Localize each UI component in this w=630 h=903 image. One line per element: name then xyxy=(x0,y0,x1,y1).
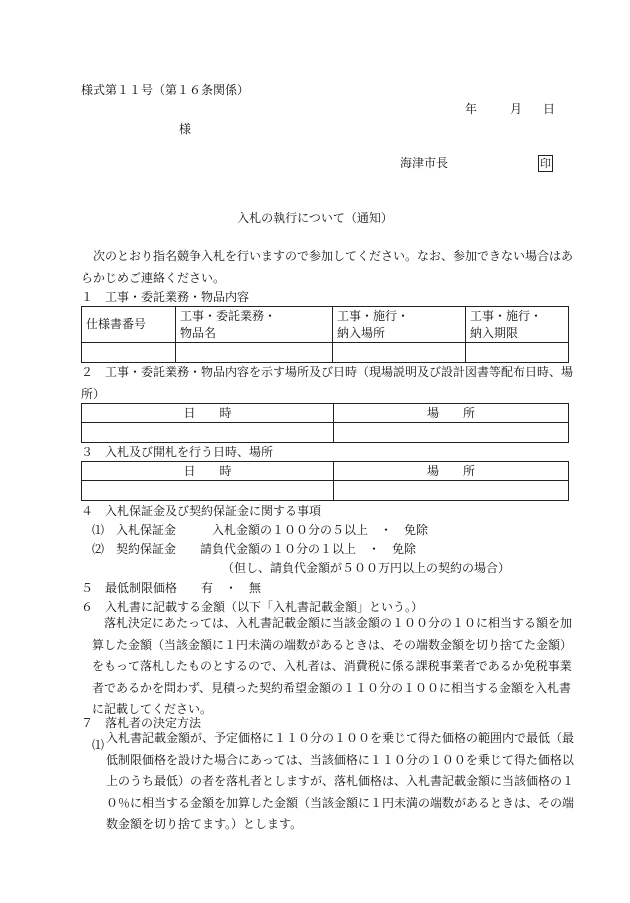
col-spec-number xyxy=(82,307,176,343)
section3-blank-row xyxy=(82,481,569,501)
section3-header-row xyxy=(82,462,569,481)
form-number: 様式第１１号（第１６条関係） xyxy=(81,83,250,97)
col-date: 日 時 xyxy=(82,462,334,481)
section1-blank-row xyxy=(82,343,569,363)
contract-deposit-item: ⑵ 契約保証金 請負代金額の１０分の１以上 ・ 免除 xyxy=(92,542,417,556)
date-year-label: 年 xyxy=(465,102,478,116)
col-place: 場 所 xyxy=(334,404,569,423)
intro-paragraph: 次のとおり指名競争入札を行いますので参加してください。なお、参加できない場合はあらかじめご連絡ください。 xyxy=(81,249,574,285)
section2-heading: ２ 工事・委託業務・物品内容を示す場所及び日時（現場説明及び設計図書等配布日時、場所） xyxy=(81,365,574,401)
col-place-line2: 納入場所 xyxy=(337,325,386,340)
section1-header-row xyxy=(82,307,569,343)
section5-heading: ５ 最低制限価格 有 ・ 無 xyxy=(81,581,262,595)
section7-item1-body: 入札書記載金額が、予定価格に１１０分の１００を乗じて得た価格の範囲内で最低（最低制限価格を設けた場合にあっては、当該価格に１１０分の１００を乗じて得た価格以上のうち最低）の者を落札者としますが、落札価格は、入札書記載金額に当該価格の１０％に相当する金額を加算した金額（当該金額に１円未満の端数があるときは、その端数金額を切り捨てます。）とします。 xyxy=(106,731,575,831)
col-item-name-line1: 工事・委託業務・ xyxy=(180,308,277,323)
section6-body: 落札決定にあたっては、入札書記載金額に当該金額の１００分の１０に相当する額を加算した金額（当該金額に１円未満の端数があるときは、その端数金額を切り捨てた金額）をもって落札したものとするので、入札者は、消費税に係る課税事業者であるか免税事業者であるかを問わず、見積った契約希望金額の１１０分の１００に相当する金額を入札書に記載してください。 xyxy=(92,616,573,716)
section2-table xyxy=(81,403,569,443)
blank-cell[interactable] xyxy=(334,481,569,501)
col-place: 場 所 xyxy=(334,462,569,481)
blank-cell[interactable] xyxy=(82,481,334,501)
section1-heading: １ 工事・委託業務・物品内容 xyxy=(81,290,250,304)
col-date: 日 時 xyxy=(82,404,334,423)
section7-heading: ７ 落札者の決定方法 xyxy=(81,716,202,730)
page-title: 入札の執行について（通知） xyxy=(237,211,393,225)
issuer-name: 海津市長 xyxy=(400,156,449,170)
date-month-label: 月 xyxy=(510,102,523,116)
blank-cell[interactable] xyxy=(176,343,333,363)
blank-cell[interactable] xyxy=(333,343,466,363)
section2-header-row xyxy=(82,404,569,423)
date-day-label: 日 xyxy=(543,102,556,116)
seal-mark xyxy=(538,155,553,172)
section1-table xyxy=(81,306,569,363)
seal-text: 印 xyxy=(540,157,551,170)
col-deadline-line2: 納入期限 xyxy=(470,325,519,340)
section3-heading: ３ 入札及び開札を行う日時、場所 xyxy=(81,445,274,459)
section3-table xyxy=(81,461,569,501)
col-place-line1: 工事・施行・ xyxy=(337,308,410,323)
blank-cell[interactable] xyxy=(82,423,334,443)
col-deadline-line1: 工事・施行・ xyxy=(470,308,543,323)
col-place xyxy=(333,307,466,343)
col-item-name xyxy=(176,307,333,343)
section7-item1-number: ⑴ xyxy=(92,738,105,752)
col-deadline xyxy=(466,307,569,343)
col-spec-number-label: 仕様書番号 xyxy=(86,317,147,331)
section6-heading: ６ 入札書に記載する金額（以下「入札書記載金額」という。） xyxy=(81,600,424,614)
blank-cell[interactable] xyxy=(334,423,569,443)
contract-deposit-note: （但し、請負代金額が５００万円以上の契約の場合） xyxy=(222,561,511,575)
col-item-name-line2: 物品名 xyxy=(180,325,217,340)
bid-deposit-item: ⑴ 入札保証金 入札金額の１００分の５以上 ・ 免除 xyxy=(92,523,429,537)
section4-heading: ４ 入札保証金及び契約保証金に関する事項 xyxy=(81,504,322,518)
addressee-suffix: 様 xyxy=(179,122,192,136)
section2-blank-row xyxy=(82,423,569,443)
blank-cell[interactable] xyxy=(82,343,176,363)
blank-cell[interactable] xyxy=(466,343,569,363)
